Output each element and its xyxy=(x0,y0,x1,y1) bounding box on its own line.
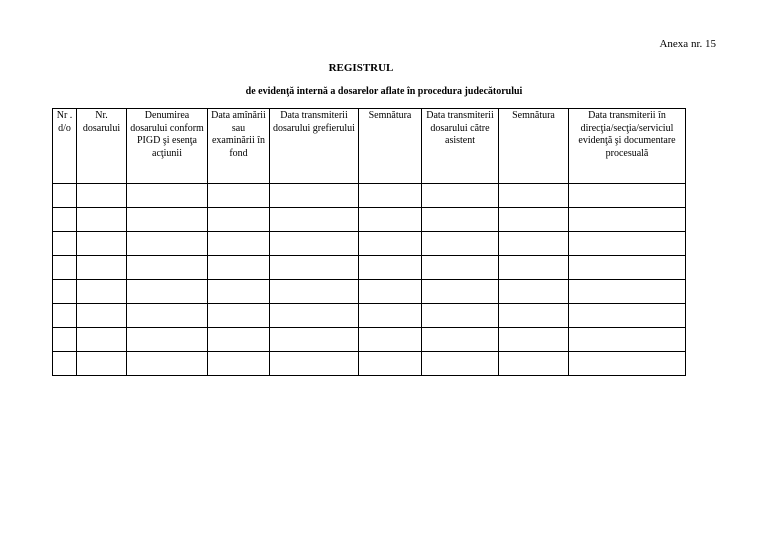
table-cell xyxy=(359,328,422,352)
table-cell xyxy=(53,352,77,376)
table-cell xyxy=(208,352,270,376)
table-cell xyxy=(499,280,569,304)
table-cell xyxy=(77,208,127,232)
table-cell xyxy=(359,352,422,376)
table-cell xyxy=(499,328,569,352)
table-cell xyxy=(53,304,77,328)
document-subtitle: de evidenţă internă a dosarelor aflate în procedura judecătorului xyxy=(245,86,523,97)
table-row xyxy=(53,328,686,352)
table-cell xyxy=(569,184,686,208)
table-cell xyxy=(569,352,686,376)
table-cell xyxy=(127,352,208,376)
document-title: REGISTRUL xyxy=(328,62,394,74)
header-denumirea-dosarului: Denumirea dosarului conform PIGD şi esenţa acţiunii xyxy=(127,109,208,184)
table-cell xyxy=(569,280,686,304)
annex-label: Anexa nr. 15 xyxy=(659,38,716,50)
table-cell xyxy=(499,256,569,280)
table-row xyxy=(53,304,686,328)
header-nr-dosarului: Nr. dosarului xyxy=(77,109,127,184)
table-cell xyxy=(569,232,686,256)
header-data-transmiterii-grefierului: Data transmiterii dosarului grefierului xyxy=(270,109,359,184)
table-row xyxy=(53,280,686,304)
table-cell xyxy=(270,184,359,208)
table-cell xyxy=(270,280,359,304)
table-cell xyxy=(127,304,208,328)
table-cell xyxy=(77,304,127,328)
table-cell xyxy=(359,184,422,208)
table-cell xyxy=(53,256,77,280)
table-cell xyxy=(127,256,208,280)
table-cell xyxy=(422,304,499,328)
table-cell xyxy=(127,232,208,256)
table-cell xyxy=(270,232,359,256)
table-cell xyxy=(53,328,77,352)
table-cell xyxy=(53,232,77,256)
table-cell xyxy=(569,328,686,352)
table-cell xyxy=(359,280,422,304)
table-cell xyxy=(208,328,270,352)
header-data-transmiterii-directie: Data transmiterii în direcţia/secţia/serviciul evidenţă şi documentare procesuală xyxy=(569,109,686,184)
table-cell xyxy=(208,184,270,208)
table-cell xyxy=(499,304,569,328)
table-header-row xyxy=(53,109,686,184)
table-cell xyxy=(53,208,77,232)
table-cell xyxy=(127,184,208,208)
table-cell xyxy=(208,208,270,232)
table-cell xyxy=(127,328,208,352)
table-cell xyxy=(270,256,359,280)
table-cell xyxy=(422,184,499,208)
table-cell xyxy=(499,184,569,208)
table-cell xyxy=(499,232,569,256)
table-cell xyxy=(208,256,270,280)
table-cell xyxy=(53,184,77,208)
header-data-aminarii: Data amînării sau examinării în fond xyxy=(208,109,270,184)
header-nr-do: Nr . d/o xyxy=(53,109,77,184)
table-cell xyxy=(208,232,270,256)
table-cell xyxy=(422,256,499,280)
table-row xyxy=(53,256,686,280)
table-cell xyxy=(208,304,270,328)
table-cell xyxy=(77,232,127,256)
table-cell xyxy=(499,352,569,376)
table-cell xyxy=(359,232,422,256)
table-cell xyxy=(77,256,127,280)
table-cell xyxy=(77,184,127,208)
table-cell xyxy=(270,208,359,232)
table-cell xyxy=(569,208,686,232)
table-cell xyxy=(53,280,77,304)
table-cell xyxy=(569,304,686,328)
table-row xyxy=(53,208,686,232)
table-cell xyxy=(422,232,499,256)
table-cell xyxy=(208,280,270,304)
header-semnatura-2: Semnătura xyxy=(499,109,569,184)
header-data-transmiterii-asistent: Data transmiterii dosarului către asistent xyxy=(422,109,499,184)
table-cell xyxy=(270,328,359,352)
table-row xyxy=(53,232,686,256)
table-row xyxy=(53,184,686,208)
table-cell xyxy=(499,208,569,232)
table-cell xyxy=(359,304,422,328)
table-cell xyxy=(270,304,359,328)
table-cell xyxy=(422,208,499,232)
table-row xyxy=(53,352,686,376)
table-cell xyxy=(127,208,208,232)
table-cell xyxy=(569,256,686,280)
table-cell xyxy=(77,280,127,304)
table-cell xyxy=(77,328,127,352)
table-cell xyxy=(422,328,499,352)
table-body xyxy=(53,184,686,376)
table-cell xyxy=(127,280,208,304)
table-cell xyxy=(77,352,127,376)
table-cell xyxy=(270,352,359,376)
header-semnatura-1: Semnătura xyxy=(359,109,422,184)
register-table xyxy=(52,108,686,376)
table-cell xyxy=(359,256,422,280)
table-cell xyxy=(359,208,422,232)
table-cell xyxy=(422,352,499,376)
table-cell xyxy=(422,280,499,304)
